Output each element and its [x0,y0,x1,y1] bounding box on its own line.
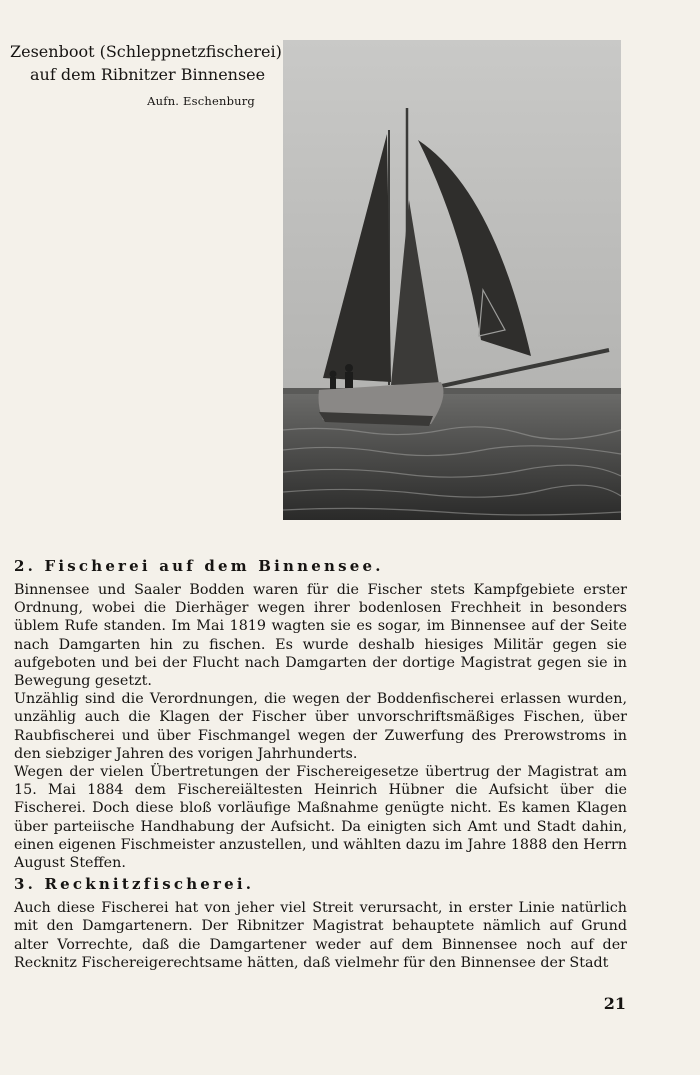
photo-credit: Aufn. Eschenburg [147,94,255,108]
paragraph: Unzählig sind die Verordnungen, die wegen der Boddenfischerei erlassen wurden, unzählig auch die Klagen der Fischer über unvorschriftsmäßiges Fischen, über Raubfischerei und über Fischmangel wegen der Zuwerfung des Prerowstroms in den siebziger Jahren des vorigen Jahrhunderts. [14,691,627,762]
paragraph: Wegen der vielen Übertretungen der Fischereigesetze übertrug der Magistrat am 15. Mai 1884 dem Fischereiältesten Heinrich Hübner die Aufsicht über die Fischerei. Doch diese bloß vorläufige Maßnahme genügte nicht. Es kamen Klagen über parteiische Handhabung der Aufsicht. Da einigten sich Amt und Stadt dahin, einen eigenen Fischmeister anzustellen, und wählten dazu im Jahre 1888 den Herrn August Steffen. [14,764,627,872]
paragraph: Binnensee und Saaler Bodden waren für die Fischer stets Kampfgebiete erster Ordnung, wobei die Dierhäger wegen ihrer bodenlosen Frechheit in besonders üblem Rufe standen. Im Mai 1819 wagten sie es sogar, im Binnensee auf der Seite nach Damgarten hin zu fischen. Es wurde deshalb hiesiges Militär gegen sie aufgeboten und bei der Flucht nach Damgarten der dortige Magistrat gegen sie in Bewegung gesetzt. [14,582,627,690]
section-heading-fischerei-binnensee: 2. Fischerei auf dem Binnensee. [14,557,384,575]
paragraph: Auch diese Fischerei hat von jeher viel Streit verursacht, in erster Linie natürlich mit den Damgartenern. Der Ribnitzer Magistrat behauptete nämlich auf Grund alter Vorrechte, daß die Damgartener weder auf dem Binnensee noch auf der Recknitz Fischereigerechtsame hätten, daß vielmehr für den Binnensee der Stadt [14,900,627,971]
text-body [14,556,627,972]
photo-caption [10,40,282,108]
caption-line-1: Zesenboot (Schleppnetzfischerei) [10,42,282,61]
sailboat-illustration [283,40,621,520]
page-number: 21 [603,994,626,1013]
section-heading-recknitzfischerei: 3. Recknitzfischerei. [14,875,255,894]
sailboat-photo [283,40,621,520]
caption-line-2: auf dem Ribnitzer Binnensee [30,65,266,84]
